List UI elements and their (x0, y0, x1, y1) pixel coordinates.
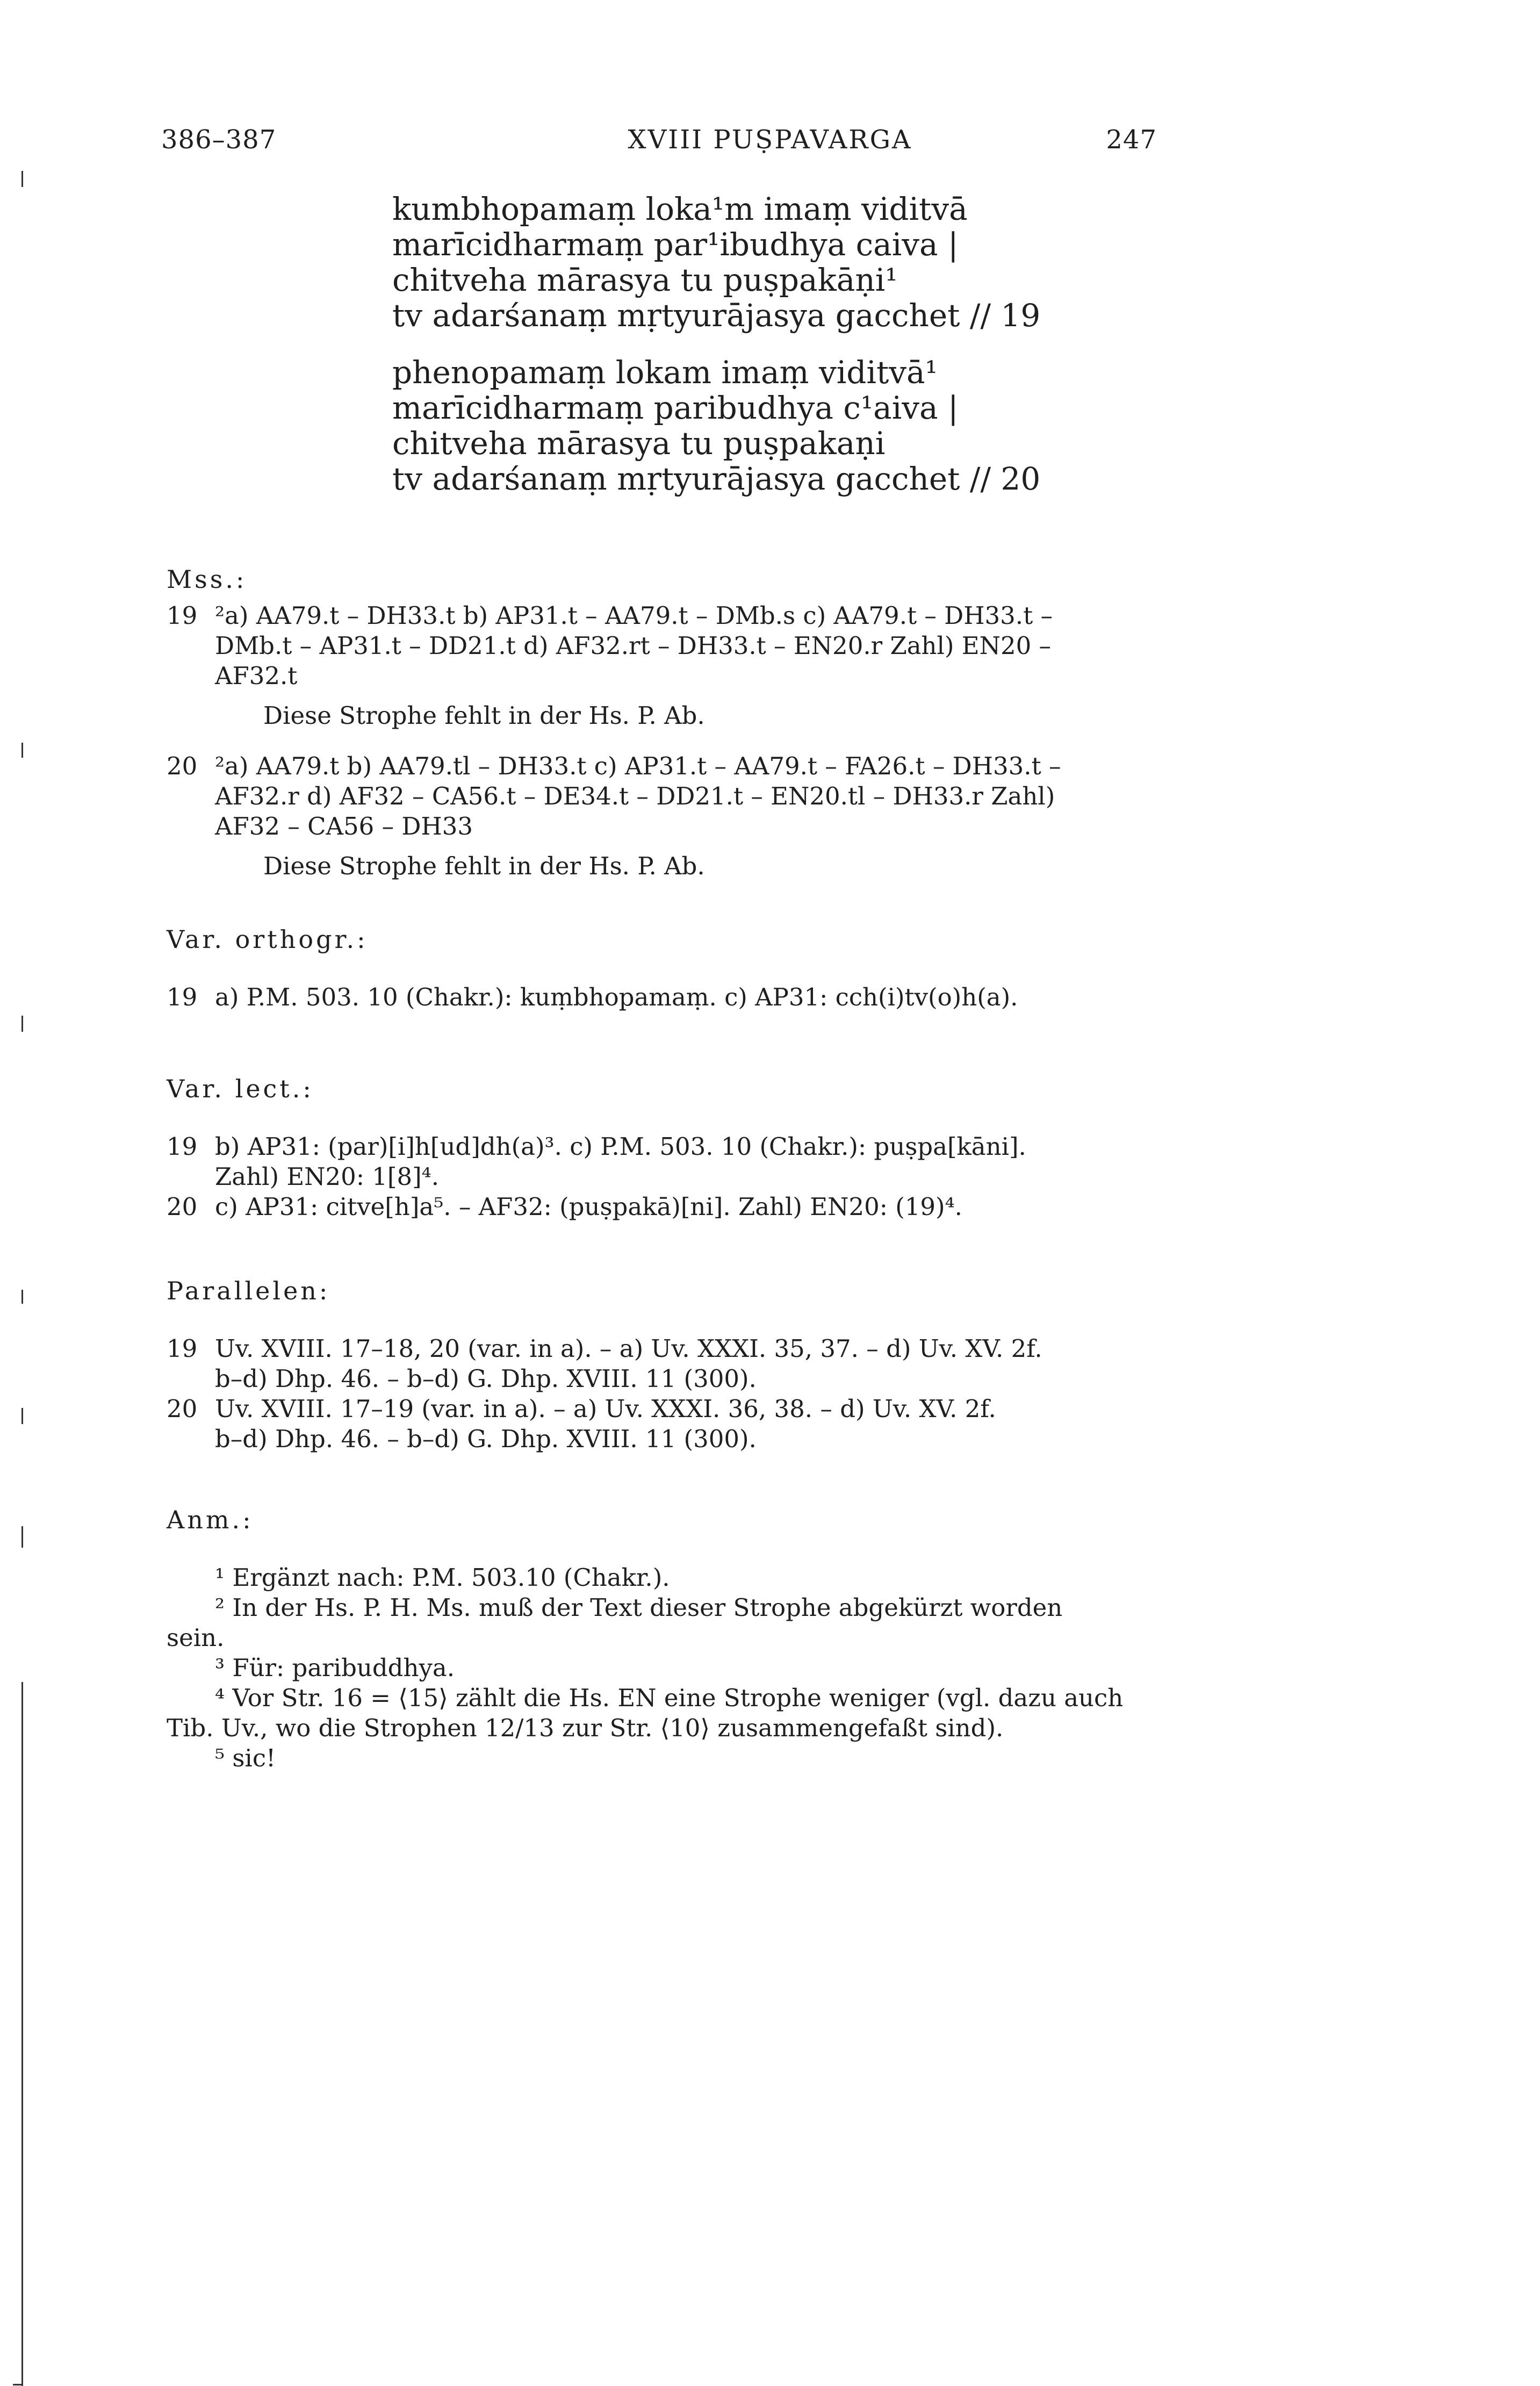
lect-entry-19 (167, 1132, 1177, 1192)
entry-line: b–d) Dhp. 46. – b–d) G. Dhp. XVIII. 11 (300). (215, 1364, 757, 1393)
footnote-4: ⁴ Vor Str. 16 = ⟨15⟩ zählt die Hs. EN eine Strophe weniger (vgl. dazu auch (215, 1684, 1124, 1712)
footnote-4-continuation: Tib. Uv., wo die Strophen 12/13 zur Str. ⟨10⟩ zusammengefaßt sind). (167, 1714, 1004, 1742)
footnote-5: ⁵ sic! (215, 1744, 276, 1772)
verse-line: phenopamaṃ lokam imaṃ viditvā¹ (392, 354, 938, 391)
verse-line: marīcidharmaṃ par¹ibudhya caiva | (392, 226, 959, 263)
entry-number: 19 (167, 1132, 198, 1161)
footnote-2: ² In der Hs. P. H. Ms. muß der Text dieser Strophe abgekürzt worden (215, 1593, 1063, 1622)
verse-line: chitveha mārasya tu puṣpakāṇi¹ (392, 262, 898, 298)
variants-reading-section (167, 1074, 1177, 1222)
verse-line: chitveha mārasya tu puṣpakaṇi (392, 425, 886, 462)
entry-line: AF32 – CA56 – DH33 (215, 812, 473, 840)
entry-line: DMb.t – AP31.t – DD21.t d) AF32.rt – DH33.t – EN20.r Zahl) EN20 – (215, 631, 1052, 660)
verse-line: tv adarśanaṃ mṛtyurājasya gacchet // 20 (392, 461, 1041, 497)
mss-entry-20 (167, 751, 1177, 881)
entry-line: b–d) Dhp. 46. – b–d) G. Dhp. XVIII. 11 (300). (215, 1425, 757, 1453)
running-title: XVIII PUṢPAVARGA (628, 125, 912, 155)
entry-line: a) P.M. 503. 10 (Chakr.): kuṃbhopamaṃ. c) AP31: cch(i)tv(o)h(a). (215, 983, 1018, 1011)
manuscripts-section (167, 564, 1177, 881)
entry-note: Diese Strophe fehlt in der Hs. P. Ab. (263, 701, 705, 730)
margin-mark (21, 1526, 23, 1548)
entry-line: ²a) AA79.t – DH33.t b) AP31.t – AA79.t – DMb.s c) AA79.t – DH33.t – (215, 601, 1053, 630)
par-entry-20 (167, 1394, 1177, 1454)
variants-orthography-section (167, 924, 1177, 1012)
entry-line: c) AP31: citve[h]a⁵. – AF32: (puṣpakā)[ni]. Zahl) EN20: (19)⁴. (215, 1192, 962, 1221)
entry-line: b) AP31: (par)[i]h[ud]dh(a)³. c) P.M. 503. 10 (Chakr.): puṣpa[kāni]. (215, 1132, 1026, 1161)
lect-entry-20 (167, 1192, 1177, 1222)
entry-number: 20 (167, 752, 198, 780)
parallels-section (167, 1276, 1177, 1454)
entry-number: 19 (167, 601, 198, 630)
footnote-list (167, 1563, 1177, 1773)
orth-entry-19 (167, 982, 1177, 1012)
section-label: Anm.: (167, 1505, 254, 1534)
section-label: Var. lect.: (167, 1074, 314, 1103)
verse-20 (392, 355, 1040, 497)
margin-mark (21, 1408, 23, 1424)
entry-line: Uv. XVIII. 17–18, 20 (var. in a). – a) Uv. XXXI. 35, 37. – d) Uv. XV. 2f. (215, 1334, 1042, 1363)
footnote-1: ¹ Ergänzt nach: P.M. 503.10 (Chakr.). (215, 1563, 670, 1592)
margin-mark (13, 2384, 23, 2385)
entry-number: 19 (167, 1334, 198, 1363)
entry-note: Diese Strophe fehlt in der Hs. P. Ab. (263, 852, 705, 880)
par-entry-19 (167, 1334, 1177, 1394)
margin-mark (21, 1290, 23, 1304)
annotations-section (167, 1505, 1177, 1773)
footnote-2-continuation: sein. (167, 1623, 225, 1652)
margin-mark (21, 171, 23, 187)
entry-number: 20 (167, 1395, 198, 1423)
entry-line: AF32.r d) AF32 – CA56.t – DE34.t – DD21.t – EN20.tl – DH33.r Zahl) (215, 782, 1055, 810)
entry-number: 20 (167, 1192, 198, 1221)
margin-mark (21, 743, 23, 758)
section-label: Parallelen: (167, 1276, 330, 1305)
verse-range: 386–387 (161, 125, 277, 155)
footnote-3: ³ Für: paribuddhya. (215, 1654, 455, 1682)
page-number: 247 (1106, 125, 1157, 155)
mss-entry-19 (167, 601, 1177, 731)
verse-line: marīcidharmaṃ paribudhya c¹aiva | (392, 390, 959, 426)
entry-line: Zahl) EN20: 1[8]⁴. (215, 1162, 439, 1191)
verse-19 (392, 191, 1040, 333)
verse-line: kumbhopamaṃ loka¹m imaṃ viditvā (392, 191, 968, 227)
margin-mark (21, 1682, 23, 2386)
verse-line: tv adarśanaṃ mṛtyurājasya gacchet // 19 (392, 297, 1041, 334)
entry-line: AF32.t (215, 662, 298, 690)
entry-line: Uv. XVIII. 17–19 (var. in a). – a) Uv. XXXI. 36, 38. – d) Uv. XV. 2f. (215, 1395, 996, 1423)
margin-mark (21, 1016, 23, 1032)
entry-number: 19 (167, 983, 198, 1011)
section-label: Mss.: (167, 565, 247, 594)
section-label: Var. orthogr.: (167, 925, 368, 954)
entry-line: ²a) AA79.t b) AA79.tl – DH33.t c) AP31.t – AA79.t – FA26.t – DH33.t – (215, 752, 1061, 780)
